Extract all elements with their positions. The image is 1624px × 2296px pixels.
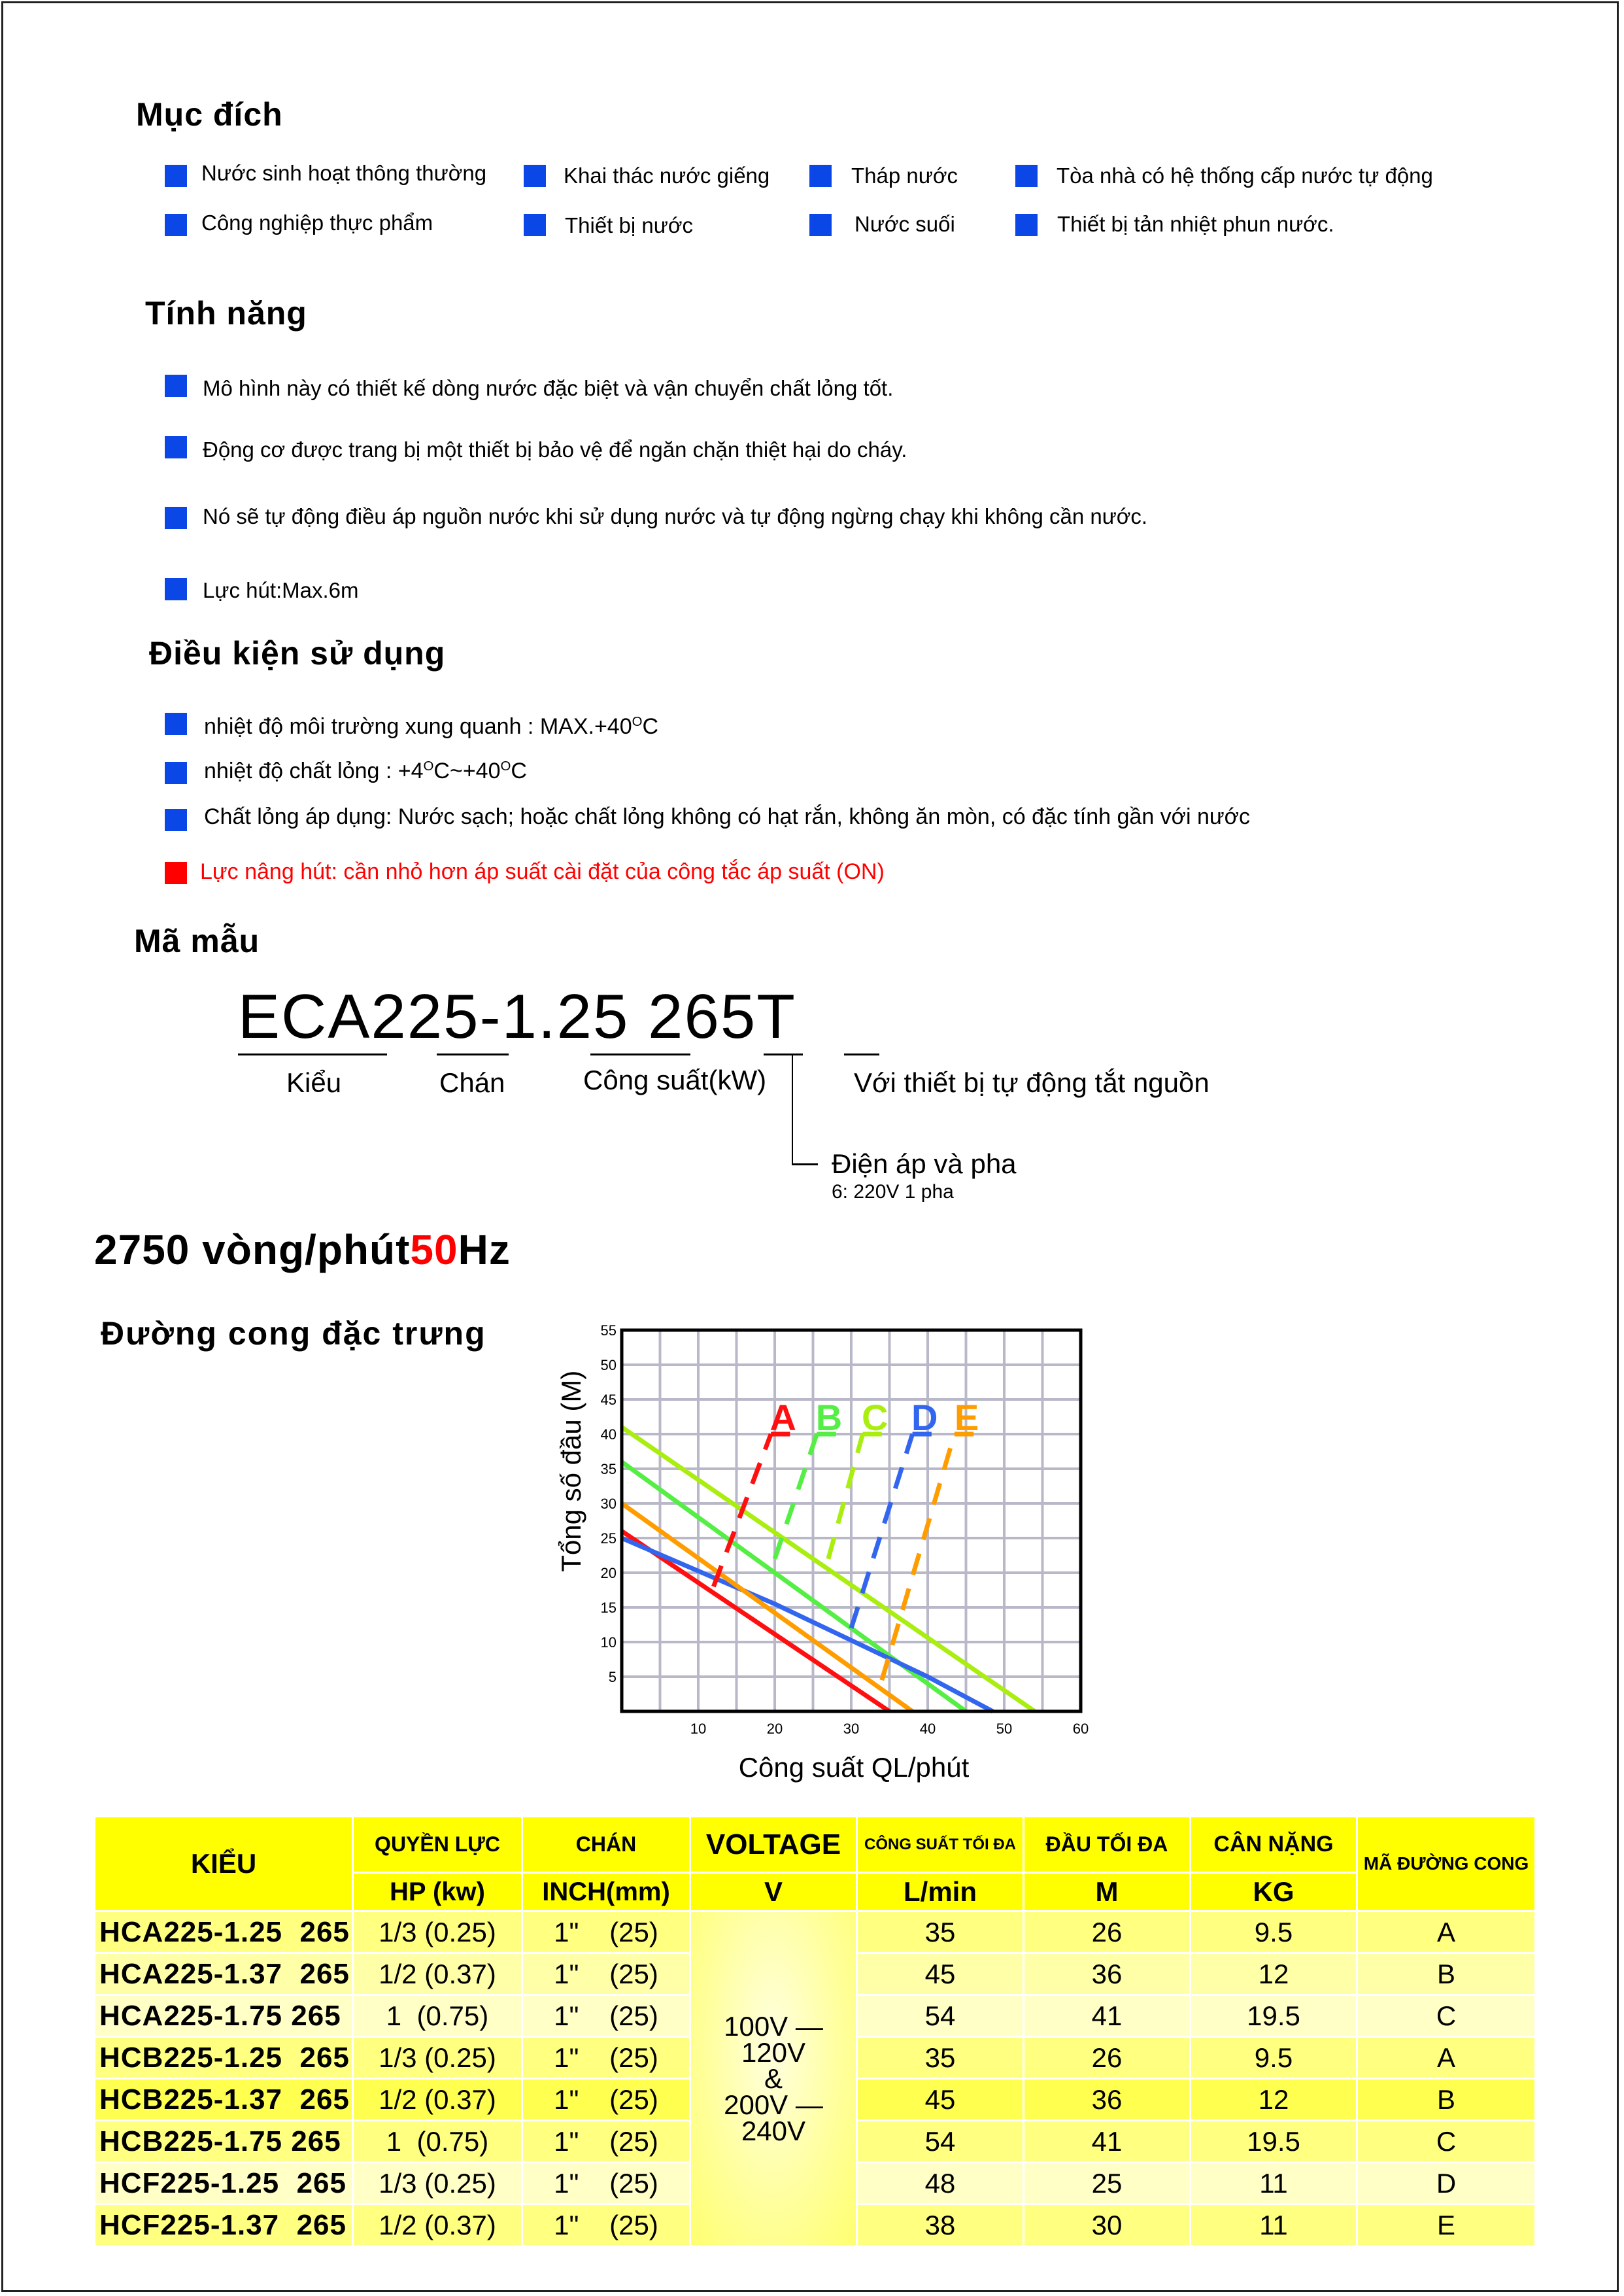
curve-D — [622, 1538, 992, 1711]
x-tick-label: 60 — [1072, 1721, 1089, 1737]
curve-title: Đường cong đặc trưng — [101, 1315, 486, 1352]
y-tick-label: 50 — [600, 1357, 617, 1373]
header-model: KIỂU — [95, 1817, 352, 1910]
cell-weight: 19.5 — [1247, 2000, 1300, 2031]
label-type: Kiểu — [286, 1067, 342, 1098]
degree-mark: O — [632, 714, 643, 729]
code-type: ECA — [238, 982, 371, 1052]
degree-mark: O — [500, 759, 511, 774]
curve-label-D: D — [911, 1397, 938, 1438]
celsius-unit: C — [642, 714, 659, 739]
cell-model: HCB225-1.75 265 — [99, 2125, 341, 2157]
cell-power: 1/2 (0.37) — [379, 2083, 496, 2115]
header-voltage-unit: V — [691, 1874, 856, 1910]
cell-bore: 1" (25) — [554, 2125, 658, 2157]
cell-weight: 9.5 — [1254, 2042, 1293, 2073]
speed-unit: Hz — [458, 1226, 511, 1273]
celsius-unit: C — [511, 759, 527, 783]
cell-curve: B — [1436, 1958, 1455, 1989]
purpose-item: Tháp nước — [851, 163, 958, 188]
cell-head: 41 — [1091, 2000, 1123, 2031]
purpose-item: Nước sinh hoạt thông thường — [201, 161, 487, 185]
marker-dashed-D — [851, 1434, 913, 1628]
cell-power: 1 (0.75) — [386, 2000, 489, 2031]
y-tick-label: 45 — [600, 1392, 617, 1408]
degree-mark: O — [423, 759, 434, 774]
header-power: QUYỀN LỰC — [354, 1817, 521, 1872]
cell-model: HCF225-1.25 265 — [99, 2167, 347, 2199]
header-voltage: VOLTAGE — [691, 1817, 856, 1872]
cell-power: 1/3 (0.25) — [379, 2042, 496, 2073]
cell-bore: 1" (25) — [554, 2042, 658, 2073]
purpose-item: Công nghiệp thực phẩm — [201, 211, 433, 235]
y-tick-label: 5 — [608, 1669, 617, 1685]
feature-item: Động cơ được trang bị một thiết bị bảo vệ để ngăn chặn thiệt hại do cháy. — [203, 437, 907, 462]
applicable-fluid: Chất lỏng áp dụng: Nước sạch; hoặc chất lỏng không có hạt rắn, không ăn mòn, có đặc tính gần với nước — [204, 804, 1250, 829]
speed-frequency: 50 — [410, 1226, 458, 1273]
y-tick-labels — [601, 1322, 617, 1685]
cell-curve: A — [1436, 1916, 1455, 1947]
header-bore-unit: INCH(mm) — [523, 1874, 689, 1910]
cell-flow: 38 — [924, 2209, 956, 2240]
cell-weight: 11 — [1259, 2167, 1288, 2199]
cell-head: 36 — [1091, 2083, 1123, 2115]
header-power-unit: HP (kw) — [354, 1874, 521, 1910]
cell-bore: 1" (25) — [554, 2209, 658, 2240]
conditions-title: Điều kiện sử dụng — [149, 635, 446, 672]
curve-label-E: E — [954, 1397, 979, 1438]
cell-curve: C — [1436, 2125, 1457, 2157]
code-auto: T — [756, 982, 796, 1052]
purpose-item: Nước suối — [854, 212, 955, 236]
y-tick-label: 10 — [600, 1634, 617, 1651]
header-head: ĐẦU TỐI ĐA — [1024, 1817, 1189, 1872]
curve-B — [622, 1462, 966, 1711]
curve-label-A: A — [770, 1397, 797, 1438]
y-tick-label: 30 — [600, 1496, 617, 1512]
cell-flow: 54 — [924, 2125, 956, 2157]
cell-model: HCB225-1.25 265 — [99, 2041, 350, 2074]
cell-head: 25 — [1091, 2167, 1123, 2199]
model-code-title: Mã mẫu — [134, 923, 260, 959]
x-tick-label: 10 — [690, 1721, 707, 1737]
liquid-range: C~+40 — [433, 759, 501, 783]
cell-flow: 48 — [924, 2167, 956, 2199]
cell-head: 26 — [1091, 1916, 1123, 1947]
label-voltage-phase: Điện áp và pha — [832, 1148, 1017, 1179]
y-tick-label: 40 — [600, 1426, 617, 1443]
code-voltage: 6 — [684, 982, 720, 1052]
cell-model: HCA225-1.75 265 — [99, 1999, 341, 2032]
cell-model: HCA225-1.37 265 — [99, 1957, 350, 1990]
cell-weight: 12 — [1258, 1958, 1289, 1989]
cell-weight: 11 — [1259, 2209, 1288, 2240]
voltage-voltage-amp: & — [764, 2063, 783, 2094]
cell-power: 1/3 (0.25) — [379, 1916, 496, 1947]
cell-flow: 45 — [924, 2083, 956, 2115]
cell-model: HCF225-1.37 265 — [99, 2208, 347, 2241]
voltage-note: 6: 220V 1 pha — [832, 1181, 954, 1203]
code-series: 2 — [648, 982, 685, 1052]
header-flow: CÔNG SUẤT TỐI ĐA — [858, 1817, 1023, 1872]
cell-head: 26 — [1091, 2042, 1123, 2073]
cell-bore: 1" (25) — [554, 1958, 658, 1989]
purpose-title: Mục đích — [136, 96, 283, 133]
cell-head: 41 — [1091, 2125, 1123, 2157]
liquid-text: nhiệt độ chất lỏng : +4 — [204, 759, 424, 783]
cell-bore: 1" (25) — [554, 2167, 658, 2199]
voltage-voltage-line1: 100V — 120V — [724, 2010, 823, 2068]
code-dash: -1 — [479, 982, 538, 1052]
cell-power: 1 (0.75) — [386, 2125, 489, 2157]
y-tick-label: 20 — [600, 1565, 617, 1581]
marker-dashed-B — [775, 1434, 817, 1559]
spec-table — [93, 1815, 1536, 2247]
y-tick-label: 55 — [600, 1322, 617, 1339]
header-bore: CHÁN — [523, 1817, 689, 1872]
header-weight-unit: KG — [1191, 1874, 1356, 1910]
cell-weight: 12 — [1258, 2083, 1289, 2115]
label-power: Công suất(kW) — [583, 1065, 767, 1095]
cell-curve: B — [1436, 2083, 1455, 2115]
feature-item: Mô hình này có thiết kế dòng nước đặc biệt và vận chuyển chất lỏng tốt. — [203, 376, 894, 400]
curve-label-B: B — [815, 1397, 843, 1438]
feature-item: Nó sẽ tự động điều áp nguồn nước khi sử dụng nước và tự động ngừng chạy khi không cần nước. — [203, 504, 1148, 528]
header-curve-code: MÃ ĐƯỜNG CONG — [1358, 1817, 1534, 1910]
y-tick-label: 25 — [600, 1530, 617, 1547]
cell-model: HCB225-1.37 265 — [99, 2083, 350, 2116]
cell-head: 30 — [1091, 2209, 1123, 2240]
curve-labels — [770, 1397, 979, 1438]
code-power: .25 — [537, 982, 630, 1052]
cell-head: 36 — [1091, 1958, 1123, 1989]
table-row — [95, 1912, 1534, 1952]
x-tick-label: 50 — [996, 1721, 1013, 1737]
chart-grid — [622, 1330, 1081, 1711]
x-tick-label: 40 — [919, 1721, 936, 1737]
voltage-voltage-line2: 200V — 240V — [724, 2089, 823, 2146]
cell-weight: 9.5 — [1254, 1916, 1293, 1947]
marker-dashed-C — [828, 1434, 863, 1559]
y-axis-label: Tổng số đầu (M) — [556, 1370, 586, 1572]
y-tick-label: 35 — [600, 1461, 617, 1477]
speed-rpm: 2750 vòng/phút — [94, 1226, 411, 1273]
purpose-item: Tòa nhà có hệ thống cấp nước tự động — [1057, 163, 1433, 188]
cell-weight: 19.5 — [1247, 2125, 1300, 2157]
header-weight: CÂN NẶNG — [1191, 1817, 1356, 1872]
cell-model: HCA225-1.25 265 — [99, 1915, 350, 1948]
code-bore: 225 — [371, 982, 480, 1052]
cell-flow: 45 — [924, 1958, 956, 1989]
cell-curve: D — [1436, 2167, 1457, 2199]
purpose-item: Thiết bị tản nhiệt phun nước. — [1057, 212, 1334, 236]
cell-flow: 54 — [924, 2000, 956, 2031]
x-tick-label: 30 — [843, 1721, 860, 1737]
curve-label-C: C — [861, 1397, 888, 1438]
header-head-unit: M — [1024, 1874, 1189, 1910]
x-tick-label: 20 — [766, 1721, 783, 1737]
label-bore: Chán — [439, 1067, 505, 1098]
code-series-end: 5 — [720, 982, 757, 1052]
cell-bore: 1" (25) — [554, 2083, 658, 2115]
cell-flow: 35 — [924, 1916, 956, 1947]
y-tick-label: 15 — [600, 1600, 617, 1616]
purpose-item: Thiết bị nước — [565, 213, 693, 237]
cell-flow: 35 — [924, 2042, 956, 2073]
ambient-text: nhiệt độ môi trường xung quanh : MAX.+40 — [204, 714, 632, 739]
cell-power: 1/3 (0.25) — [379, 2167, 496, 2199]
cell-curve: C — [1436, 2000, 1457, 2031]
cell-curve: A — [1436, 2042, 1455, 2073]
label-auto-shutoff: Với thiết bị tự động tắt nguồn — [854, 1067, 1210, 1098]
feature-item: Lực hút:Max.6m — [203, 578, 359, 602]
cell-power: 1/2 (0.37) — [379, 1958, 496, 1989]
header-flow-unit: L/min — [858, 1874, 1023, 1910]
cell-power: 1/2 (0.37) — [379, 2209, 496, 2240]
features-title: Tính năng — [145, 295, 307, 332]
x-axis-label: Công suất QL/phút — [738, 1752, 970, 1783]
x-tick-labels — [690, 1721, 1089, 1737]
suction-warning: Lực nâng hút: cần nhỏ hơn áp suất cài đặt của công tắc áp suất (ON) — [200, 859, 885, 884]
purpose-item: Khai thác nước giếng — [564, 163, 770, 188]
cell-curve: E — [1436, 2209, 1455, 2240]
cell-bore: 1" (25) — [554, 2000, 658, 2031]
cell-bore: 1" (25) — [554, 1916, 658, 1947]
cell-voltage-range — [691, 1912, 856, 2245]
